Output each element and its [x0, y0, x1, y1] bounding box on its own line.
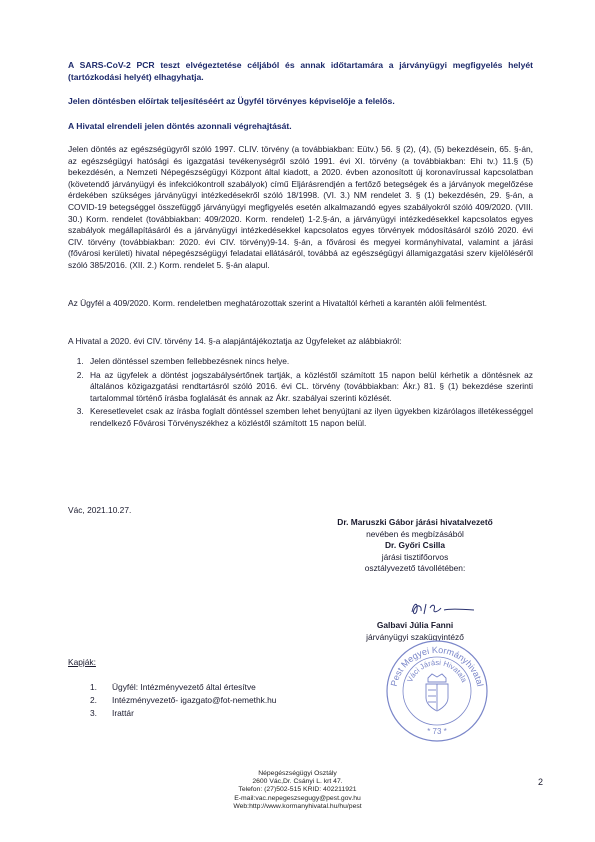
paragraph-legal-basis: Jelen döntés az egészségügyről szóló 1997. CLIV. törvény (a továbbiakban: Eütv.) 56. § (2), (4), (5) bekezdésein, 65. §-án, az egészségügyi hatósági és igazgatási tevékenységről szóló 1991. évi XI. törvény (a továbbiakban: Ehi tv.) 11.§ (5) bekezdésén, a Nemzeti Népegészségügyi Központ által kiadott, a 2020. évben azonosított új koronavírussal kapcsolatban (követendő járványügyi és infekciókontroll szabályok) című Eljárásrendjén a fertőző betegségek és a járványok megelőzése érdekében szükséges járványügyi intézkedésekről szóló 18/1998. (VI. 3.) NM rendelet 3. § (1) bekezdésén, 29. §-án, a COVID-19 betegséggel összefüggő járványügyi megfigyelés esetén alkalmazandó egyes szabályokról szóló 409/2020. (VIII. 30.) Korm. rendelet (továbbiakban: 409/2020. Korm. rendelet) 1-2.§-án, a járványügyi intézkedésekkel kapcsolatos egyes szabályok megállapításáról és a járványügyi intézkedésekkel kapcsolatos egyes törvények módosításáról szóló 2020. évi CIV. törvény (továbbiakban: 2020. évi CIV. törvény)9-14. §-án, a fővárosi és megyei kormányhivatal, valamint a járási (fővárosi kerületi) hivatal népegészségügyi feladatai ellátásáról, továbbá az egészségügyi államigazgatási szerv kijelöléséről szóló 385/2016. (XII. 2.) Korm. rendelet 5. §-án alapul. — [68, 144, 533, 270]
paragraph-information-intro: A Hivatal a 2020. évi CIV. törvény 14. §-a alapjántájékoztatja az Ügyfeleket az alábbiakról: — [68, 336, 402, 346]
recipient-item: 2. Intézményvezető- igazgato@fot-nemethk.hu — [90, 695, 277, 705]
document-date: Vác, 2021.10.27. — [68, 505, 132, 515]
signatory-line-5: osztályvezető távollétében: — [364, 563, 466, 574]
footer-phone: Telefon: (27)502-515 KRID: 402211921 — [238, 786, 357, 794]
page-footer — [180, 770, 415, 811]
paragraph-pcr-test: A SARS-CoV-2 PCR teszt elvégeztetése céljából és annak időtartamára a járványügyi megfigyelés helyét (tartózkodási helyét) elhagyhatja. — [68, 60, 533, 82]
signatory-name-2: Dr. Győri Csilla — [384, 540, 446, 551]
recipient-item: 3. Irattár — [90, 708, 134, 718]
stamp-outer-text: Pest Megyei Kormányhivatal — [388, 644, 486, 688]
paragraph-immediate-execution: A Hivatal elrendeli jelen döntés azonnali végrehajtását. — [68, 121, 292, 131]
recipients-heading: Kapják: — [68, 657, 96, 667]
information-list — [68, 356, 533, 432]
signatory-line-7: járványügyi szakügyintéző — [366, 631, 464, 642]
recipients-list — [90, 681, 276, 720]
signatory-name-1: Dr. Maruszki Gábor járási hivatalvezető — [337, 517, 493, 527]
signature-block — [300, 517, 530, 575]
paragraph-exemption: Az Ügyfél a 409/2020. Korm. rendeletben meghatározottak szerint a Hivataltól kérheti a karantén alóli felmentést. — [68, 298, 487, 308]
signatory-line-4: járási tisztifőorvos — [381, 551, 449, 562]
stamp-number: * 73 * — [427, 727, 447, 736]
information-list-item: 1. Jelen döntéssel szemben fellebbezésnek nincs helye. — [86, 356, 533, 368]
information-list-item: 3. Keresetlevelet csak az írásba foglalt döntéssel szemben lehet benyújtani az ilyen ügyekben kizárólagos illetékességgel rendelkező Fővárosi Törvényszékhez a közléstől számított 15 napon belül. — [86, 406, 533, 429]
signatory-name-3: Galbavi Júlia Fanni — [376, 620, 454, 630]
information-list-item: 2. Ha az ügyfelek a döntést jogszabálysértőnek tartják, a közléstől számított 15 napon belül kérhetik a döntésnek az általános közigazgatási rendtartásról szóló 2016. évi CL. törvény (továbbiakban: Ákr.) 81. § (1) bekezdése szerinti tartalommal történő írásba foglalását és annak az Ákr. szabályai szerinti közlését. — [86, 370, 533, 405]
paragraph-responsibility: Jelen döntésben előírtak teljesítéséért az Ügyfél törvényes képviselője a felelős. — [68, 96, 395, 106]
footer-address: 2600 Vác,Dr. Csányi L. krt 47. — [252, 778, 343, 786]
official-stamp — [382, 634, 492, 744]
recipient-item: 1. Ügyfél: Intézményvezető által értesítve — [90, 682, 256, 692]
footer-web: Web:http://www.kormanyhivatal.hu/hu/pest — [233, 802, 362, 810]
signatory-line-2: nevében és megbízásából — [366, 528, 464, 539]
page-number: 2 — [538, 777, 544, 787]
footer-email: E-mail:vac.nepegeszsegugy@pest.gov.hu — [234, 794, 361, 802]
footer-department: Népegészségügyi Osztály — [258, 770, 337, 777]
handwritten-signature — [408, 598, 476, 618]
stamp-inner-text: Váci Járási Hivatala — [405, 657, 469, 684]
coat-of-arms-icon — [426, 674, 448, 711]
